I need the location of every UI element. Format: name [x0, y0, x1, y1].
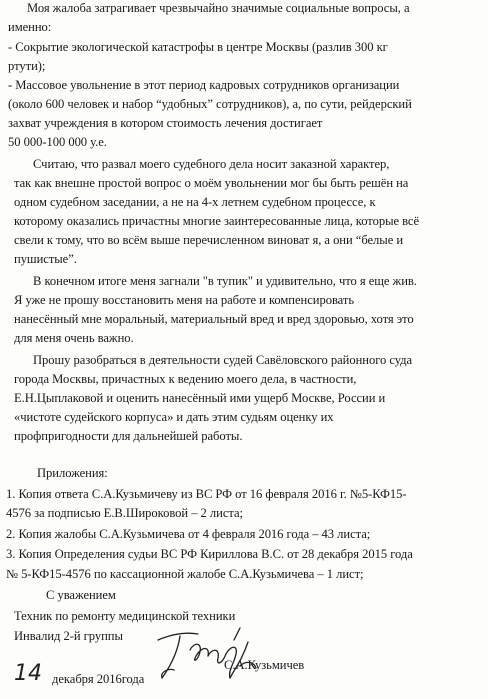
p4-line-3: Е.Н.Цыплаковой и оценить нанесённый ими ущерб Москве, России и — [14, 391, 386, 405]
p1-line-4: ртути); — [8, 59, 46, 73]
p3-line-4: для меня очень важно. — [14, 331, 134, 345]
attachment-line-2: 4576 за подписью Е.В.Широковой – 2 листа; — [6, 506, 243, 520]
p2-line-6: пушистые”. — [14, 252, 77, 266]
closing-disability: Инвалид 2-й группы — [14, 629, 123, 643]
p1-line-5: - Массовое увольнение в этот период кадровых сотрудников организации — [8, 78, 400, 92]
p3-line-1: В конечном итоге меня загнали "в тупик" и удивительно, что я еще жив. — [33, 274, 417, 288]
p1-line-2: именно: — [8, 20, 52, 34]
closing-regards: С уважением — [46, 588, 116, 602]
p1-line-3: - Сокрытие экологической катастрофы в центре Москвы (разлив 300 кг — [8, 40, 388, 54]
p2-line-2: так как внешне простой вопрос о моём увольнении мог бы быть решён на — [14, 176, 409, 190]
p4-line-4: «чистоте судейского корпуса» и дать этим судьям оценку их — [14, 410, 334, 424]
signature-date: декабря 2016года — [52, 672, 145, 686]
attachment-line-4: 3. Копия Определения судьи ВС РФ Кириллова В.С. от 28 декабря 2015 года — [6, 547, 413, 561]
p3-line-3: нанесённый мне моральный, материальный вред и вред здоровью, хотя это — [14, 312, 414, 326]
p2-line-1: Считаю, что развал моего судебного дела носит заказной характер, — [33, 157, 390, 171]
attachment-line-1: 1. Копия ответа С.А.Кузьмичеву из ВС РФ от 16 февраля 2016 г. №5-КФ15- — [6, 487, 407, 501]
signature-day-handwritten: 14 — [14, 661, 42, 686]
p2-line-4: которому оказались причастны многие заинтересованные лица, которые всё — [14, 214, 420, 228]
handwritten-signature — [150, 620, 262, 686]
closing-position: Техник по ремонту медицинской техники — [14, 609, 236, 623]
attachment-line-3: 2. Копия жалобы С.А.Кузьмичева от 4 февраля 2016 года – 43 листа; — [6, 527, 371, 541]
p1-line-8: 50 000-100 000 у.е. — [8, 135, 107, 149]
signature-name: С.А.Кузьмичев — [224, 658, 305, 672]
p4-line-1: Прошу разобраться в деятельности судей Савёловского районного суда — [33, 353, 413, 367]
attachment-line-5: № 5-КФ15-4576 по кассационной жалобе С.А.Кузьмичева – 1 лист; — [6, 567, 364, 581]
p2-line-3: одном судебном заседании, а не на 4-х летнем судебном процессе, к — [14, 195, 376, 209]
attachments-heading: Приложения: — [37, 466, 108, 480]
p1-line-1: Моя жалоба затрагивает чрезвычайно значимые социальные вопросы, а — [27, 1, 410, 15]
p2-line-5: свели к тому, что во всём выше перечисленном виноват я, а они “белые и — [14, 233, 404, 247]
p4-line-2: города Москвы, причастных к ведению моего дела, в частности, — [14, 372, 357, 386]
p1-line-7: захват учреждения в котором стоимость лечения достигает — [8, 116, 323, 130]
p1-line-6: (около 600 человек и набор “удобных” сотрудников), а, по сути, рейдерский — [8, 97, 412, 111]
p4-line-5: профпригодности для дальнейшей работы. — [14, 429, 243, 443]
p3-line-2: Я уже не прошу восстановить меня на работе и компенсировать — [14, 293, 355, 307]
